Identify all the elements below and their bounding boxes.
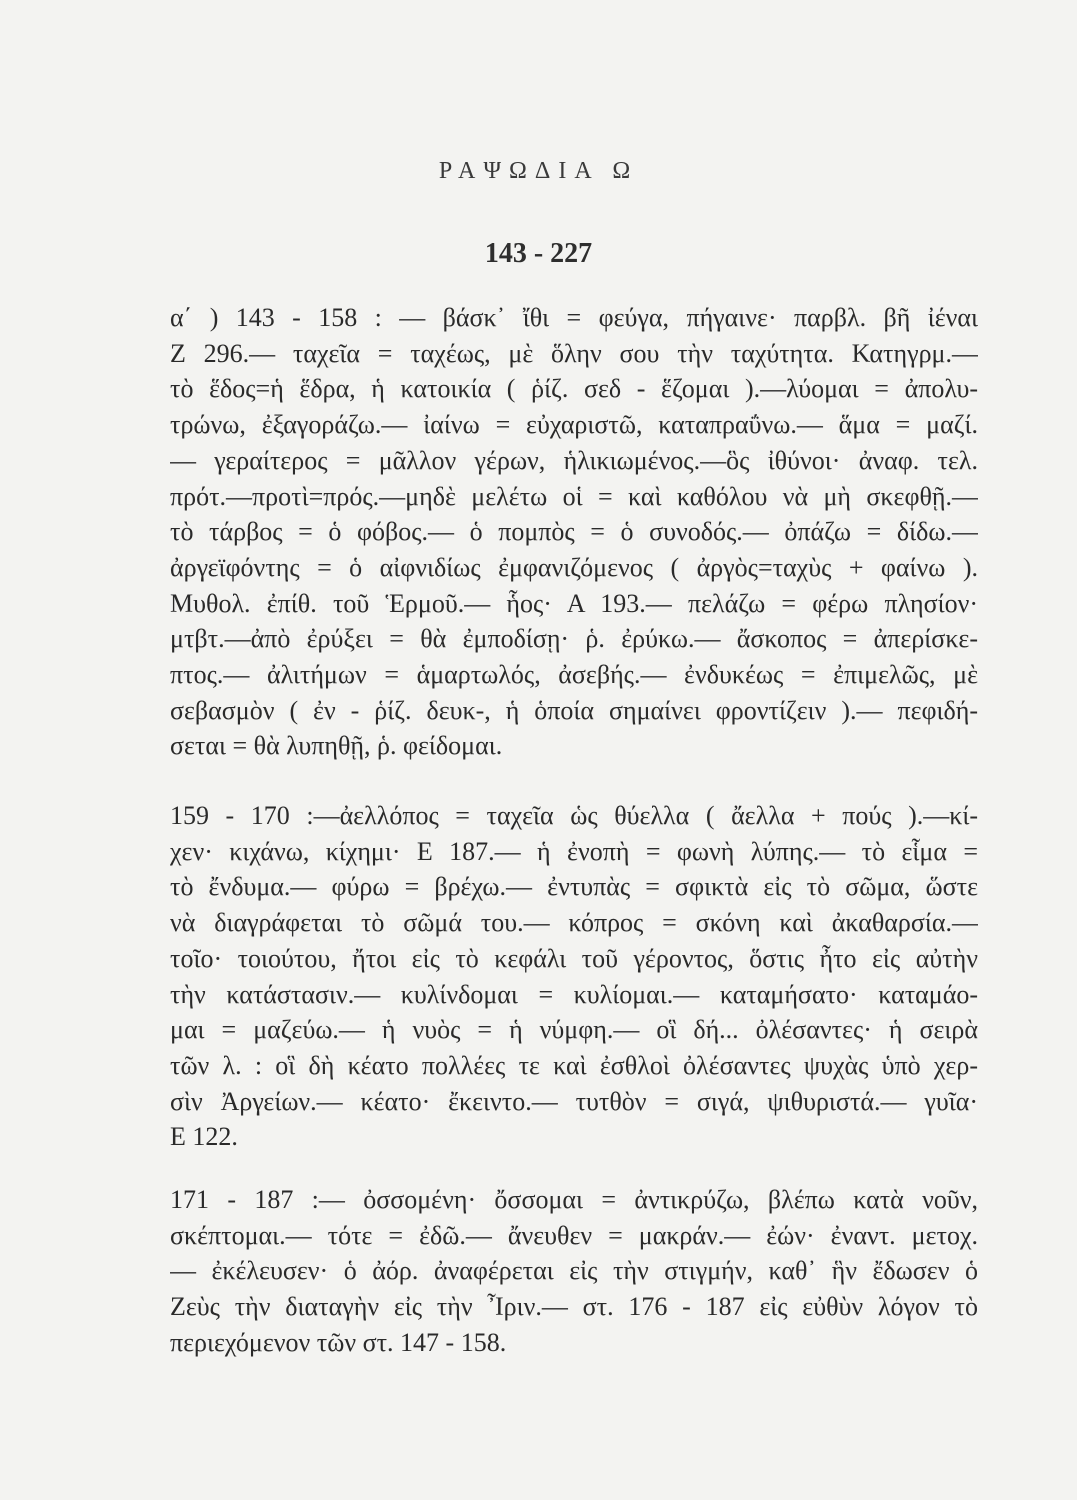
text-line: τρώνω, ἐξαγοράζω.— ἰαίνω = εὐχαριστῶ, καταπραΰνω.— ἅμα = μαζί.: [170, 410, 978, 440]
text-line: τῶν λ. : οἳ δὴ κέατο πολλέες τε καὶ ἐσθλοὶ ὀλέσαντες ψυχὰς ὑπὸ χερ-: [170, 1050, 978, 1080]
text-line: σὶν Ἀργείων.— κέατο· ἔκειντο.— τυτθὸν = σιγά, ψιθυριστά.— γυῖα·: [170, 1086, 978, 1116]
text-line: σεται = θὰ λυπηθῇ, ῥ. φείδομαι.: [170, 731, 503, 761]
commentary-paragraph-1: [170, 300, 978, 764]
text-line: α΄ ) 143 - 158 : — βάσκ᾽ ἴθι = φεύγα, πήγαινε· παρβλ. βῆ ἰέναι: [170, 303, 978, 332]
verse-range-heading: 143 - 227: [484, 238, 593, 269]
text-line: Ζεὺς τὴν διαταγὴν εἰς τὴν Ἶριν.— στ. 176 - 187 εἰς εὐθὺν λόγον τὸ: [170, 1292, 978, 1322]
text-line: σκέπτομαι.— τότε = ἐδῶ.— ἄνευθεν = μακράν.— ἐών· ἐναντ. μετοχ.: [170, 1220, 978, 1250]
text-line: Ε 122.: [170, 1122, 238, 1152]
text-line: χεν· κιχάνω, κίχημι· Ε 187.— ἡ ἐνοπὴ = φωνὴ λύπης.— τὸ εἷμα =: [170, 836, 978, 866]
text-line: ἀργεϊφόντης = ὁ αἰφνιδίως ἐμφανιζόμενος ( ἀργὸς=ταχὺς + φαίνω ).: [170, 552, 978, 582]
text-line: μτβτ.—ἀπὸ ἐρύξει = θὰ ἐμποδίσῃ· ῥ. ἐρύκω.— ἄσκοπος = ἀπερίσκε-: [170, 624, 978, 654]
text-line: τὸ ἕδος=ἡ ἕδρα, ἡ κατοικία ( ῥίζ. σεδ - ἕζομαι ).—λύομαι = ἀπολυ-: [170, 374, 978, 404]
text-line: 171 - 187 :— ὀσσομένη· ὄσσομαι = ἀντικρύζω, βλέπω κατὰ νοῦν,: [170, 1185, 978, 1214]
text-line: 159 - 170 :—ἀελλόπος = ταχεῖα ὡς θύελλα ( ἄελλα + πούς ).—κί-: [170, 801, 978, 830]
commentary-paragraph-2: [170, 798, 978, 1155]
text-line: τὴν κατάστασιν.— κυλίνδομαι = κυλίομαι.— καταμήσατο· καταμάο-: [170, 979, 978, 1009]
text-line: σεβασμὸν ( ἐν - ῥίζ. δευκ-, ἡ ὁποία σημαίνει φροντίζειν ).— πεφιδή-: [170, 695, 978, 725]
chapter-title: ΡΑΨΩΔΙΑ Ω: [438, 158, 639, 184]
text-line: περιεχόμενον τῶν στ. 147 - 158.: [170, 1327, 507, 1357]
text-line: τὸ ἔνδυμα.— φύρω = βρέχω.— ἐντυπὰς = σφικτὰ εἰς τὸ σῶμα, ὥστε: [170, 872, 978, 902]
text-line: μαι = μαζεύω.— ἡ νυὸς = ἡ νύμφη.— οἳ δή... ὀλέσαντες· ἡ σειρὰ: [170, 1015, 978, 1045]
text-line: — ἐκέλευσεν· ὁ ἀόρ. ἀναφέρεται εἰς τὴν στιγμήν, καθ᾽ ἣν ἔδωσεν ὁ: [170, 1256, 978, 1286]
commentary-paragraph-3: [170, 1182, 978, 1361]
text-line: νὰ διαγράφεται τὸ σῶμά του.— κόπρος = σκόνη καὶ ἀκαθαρσία.—: [170, 908, 978, 938]
text-line: Ζ 296.— ταχεῖα = ταχέως, μὲ ὅλην σου τὴν ταχύτητα. Κατηγρμ.—: [170, 338, 978, 368]
text-line: τὸ τάρβος = ὁ φόβος.— ὁ πομπὸς = ὁ συνοδός.— ὀπάζω = δίδω.—: [170, 517, 978, 547]
text-line: — γεραίτερος = μᾶλλον γέρων, ἡλικιωμένος.—ὃς ἰθύνοι· ἀναφ. τελ.: [170, 445, 978, 475]
text-line: Μυθολ. ἐπίθ. τοῦ Ἑρμοῦ.— ἧος· Α 193.— πελάζω = φέρω πλησίον·: [170, 588, 978, 618]
text-line: πτος.— ἀλιτήμων = ἁμαρτωλός, ἀσεβής.— ἐνδυκέως = ἐπιμελῶς, μὲ: [170, 660, 978, 690]
text-line: τοῖο· τοιούτου, ἤτοι εἰς τὸ κεφάλι τοῦ γέροντος, ὅστις ἦτο εἰς αὐτὴν: [170, 943, 978, 973]
text-line: πρότ.—προτὶ=πρός.—μηδὲ μελέτω οἱ = καὶ καθόλου νὰ μὴ σκεφθῇ.—: [170, 481, 978, 511]
